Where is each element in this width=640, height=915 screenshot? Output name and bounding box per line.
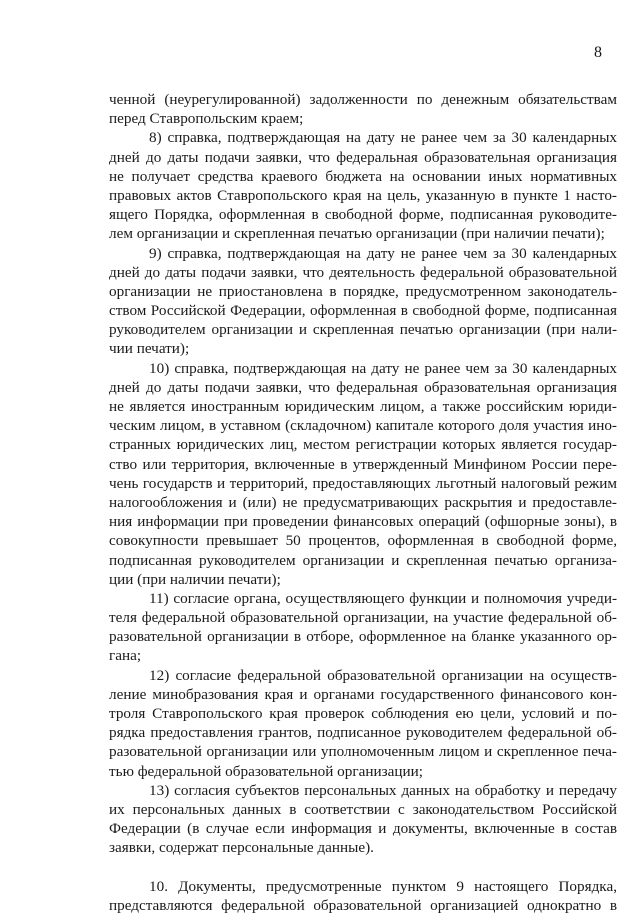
text-line: дней до даты подачи заявки, что федеральная образовательная организация: [109, 148, 617, 166]
text-line: не получает средства краевого бюджета на основании иных нормативных: [109, 167, 617, 185]
text-line: 10) справка, подтверждающая на дату не ранее чем за 30 календарных: [149, 359, 617, 377]
text-line: ление минобразования края и органами государственного финансового кон-: [109, 685, 617, 703]
paragraph-item-10: [109, 359, 617, 589]
text-line: троля Ставропольского края проверок соблюдения ею цели, условий и по-: [109, 705, 617, 722]
paragraph-item-9: [109, 244, 617, 359]
text-line: представляются федеральной образовательной организацией однократно в: [109, 896, 617, 914]
text-line: заявки, содержат персональные данные).: [109, 839, 374, 857]
text-line: разовательной организации в отборе, оформленное на бланке указанного ор-: [109, 628, 617, 646]
text-line: Федерации (в случае если информация и документы, включенные в состав: [109, 820, 617, 838]
paragraph-item-12: [109, 666, 617, 781]
text-line: их персональных данных в соответствии с законодательством Российской: [109, 800, 617, 818]
text-line: разовательной организации или уполномоченным лицом и скрепленное печа-: [109, 743, 617, 761]
paragraph-item-13: [109, 781, 617, 858]
text-line: чии печати);: [109, 340, 190, 358]
text-line: перед Ставропольским краем;: [109, 110, 304, 128]
text-line: совокупности превышает 50 процентов, оформленная в свободной форме,: [109, 532, 617, 550]
text-line: лем организации и скрепленная печатью организации (при наличии печати);: [109, 225, 605, 243]
text-line: руководителем организации и скрепленная печатью организации (при нали-: [109, 321, 617, 339]
text-line: тью федеральной образовательной организации;: [109, 762, 423, 780]
text-line: рядка предоставления грантов, подписанное руководителем федеральной об-: [109, 724, 617, 742]
text-line: чень государств и территорий, предоставляющих льготный налоговый режим: [109, 474, 617, 492]
paragraph-section-10: [109, 877, 617, 915]
text-line: теля федеральной образовательной организации, на участие федеральной об-: [109, 609, 617, 627]
text-line: налогообложения и (или) не предусматривающих раскрытия и предоставле-: [109, 493, 617, 511]
text-line: 13) согласия субъектов персональных данных на обработку и передачу: [149, 781, 617, 799]
text-line: организации не приостановлена в порядке, предусмотренном законодатель-: [109, 282, 617, 300]
text-line: 10. Документы, предусмотренные пунктом 9 настоящего Порядка,: [149, 877, 617, 895]
text-line: дней до даты подачи заявки, что деятельность федеральной образовательной: [109, 263, 617, 281]
text-line: ции (при наличии печати);: [109, 570, 281, 588]
document-body: [109, 90, 617, 915]
paragraph-item-11: [109, 589, 617, 666]
text-line: ческим лицом, в уставном (складочном) капитале которого доля участия ино-: [109, 417, 617, 435]
text-line: дней до даты подачи заявки, что федеральная образовательная организация: [109, 378, 617, 396]
paragraph-item-8: [109, 128, 617, 243]
text-line: 12) согласие федеральной образовательной организации на осуществ-: [149, 666, 617, 684]
page-number: 8: [594, 44, 602, 61]
text-line: ство или территория, включенные в утвержденный Минфином России пере-: [109, 455, 617, 473]
paragraph-cont: [109, 90, 617, 128]
text-line: ящего Порядка, оформленная в свободной форме, подписанная руководите-: [109, 206, 617, 224]
text-line: ченной (неурегулированной) задолженности по денежным обязательствам: [109, 91, 617, 108]
text-line: гана;: [109, 647, 142, 665]
text-line: странных юридических лиц, местом регистрации которых является государ-: [109, 436, 617, 454]
text-line: ния информации при проведении финансовых операций (офшорные зоны), в: [109, 513, 617, 531]
text-line: не является иностранным юридическим лицом, а также российским юриди-: [109, 398, 617, 415]
text-line: 9) справка, подтверждающая на дату не ранее чем за 30 календарных: [149, 244, 617, 262]
text-line: правовых актов Ставропольского края на цель, указанную в пункте 1 насто-: [109, 186, 617, 204]
text-line: 11) согласие органа, осуществляющего функции и полномочия учреди-: [149, 589, 617, 607]
text-line: 8) справка, подтверждающая на дату не ранее чем за 30 календарных: [149, 129, 617, 147]
text-line: ством Российской Федерации, оформленная в свободной форме, подписанная: [109, 302, 617, 320]
text-line: подписанная руководителем организации и скрепленная печатью организа-: [109, 551, 617, 569]
